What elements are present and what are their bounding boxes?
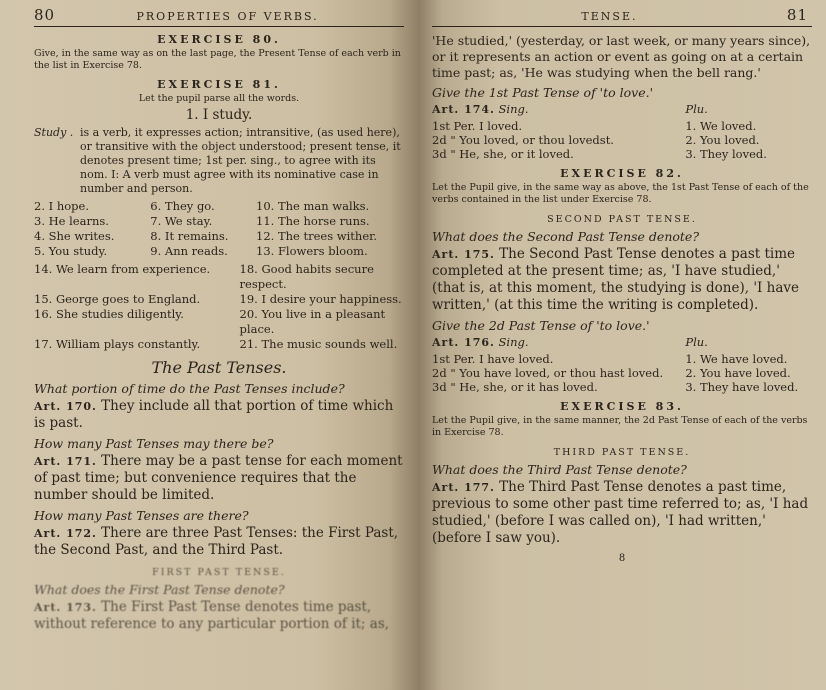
exercise-81-example: 1. I study.	[185, 107, 253, 123]
article-173	[34, 599, 404, 633]
question-1: What portion of time do the Past Tenses include?	[34, 381, 345, 396]
past-tenses-title: The Past Tenses.	[151, 358, 287, 377]
conjugation-cell: 3. They have loved.	[685, 380, 799, 394]
sentence: 13. Flowers bloom.	[256, 244, 368, 258]
article-171-text: There may be a past tense for each moment of past time; but convenience requires that the number should be limited.	[34, 453, 403, 503]
left-head-title: PROPERTIES OF VERBS.	[136, 10, 319, 23]
article-171	[34, 453, 404, 504]
sentence: 8. It remains.	[150, 229, 229, 243]
article-173-text: The First Past Tense denotes time past, without reference to any particular portion of it; as,	[34, 599, 390, 632]
left-running-head	[34, 6, 404, 27]
plural-label: Plu.	[685, 102, 708, 116]
conjugation-cell: 2d " You loved, or thou lovedst.	[432, 133, 614, 147]
article-170	[34, 398, 404, 432]
article-170-label: Art. 170.	[34, 400, 97, 413]
article-175-label: Art. 175.	[432, 248, 495, 261]
exercise-82-title: EXERCISE 82.	[560, 167, 684, 180]
article-177-label: Art. 177.	[432, 481, 495, 494]
article-172	[34, 525, 404, 559]
first-past-heading: FIRST PAST TENSE.	[152, 567, 286, 578]
exercise-83-text: Let the Pupil give, in the same manner, the 2d Past Tense of each of the verbs in Exercise 78.	[432, 415, 808, 438]
sentence: 11. The horse runs.	[256, 214, 370, 228]
conjugation-table-1	[432, 119, 812, 161]
sentence: 12. The trees wither.	[256, 229, 378, 243]
sentence: 9. Ann reads.	[150, 244, 228, 258]
article-176-label: Art. 176.	[432, 336, 495, 349]
sentence: 5. You study.	[34, 244, 108, 258]
plural-label: Plu.	[685, 335, 708, 349]
conjugation-header-174	[432, 102, 812, 117]
question-6: What does the Third Past Tense denote?	[432, 462, 687, 477]
article-177-text: The Third Past Tense denotes a past time, previous to some other past time referred to; as, 'I had studied,' (before I was called on), 'I had written,' (before I saw you).	[432, 479, 809, 546]
sentence: 20. You live in a pleasant place.	[239, 307, 386, 336]
article-170-text: They include all that portion of time which is past.	[34, 398, 394, 431]
exercise-81-title: EXERCISE 81.	[157, 78, 281, 91]
parse-example	[34, 126, 404, 196]
second-past-heading: SECOND PAST TENSE.	[547, 214, 697, 225]
sentence: 19. I desire your happiness.	[239, 292, 402, 306]
sentence: 2. I hope.	[34, 199, 89, 213]
parse-word: Study .	[34, 126, 74, 139]
third-past-heading: THIRD PAST TENSE.	[553, 447, 691, 458]
right-running-head	[432, 6, 812, 27]
sentence: 6. They go.	[150, 199, 215, 213]
sentence: 7. We stay.	[150, 214, 213, 228]
conjugation-cell: 3d " He, she, or it loved.	[432, 147, 574, 161]
exercise-80-text: Give, in the same way as on the last page, the Present Tense of each verb in the list in Exercise 78.	[34, 48, 401, 71]
question-4: What does the First Past Tense denote?	[34, 582, 285, 597]
conjugation-cell: 1st Per. I have loved.	[432, 352, 554, 366]
exercise-81-text: Let the pupil parse all the words.	[138, 93, 300, 104]
left-page-number: 80	[34, 6, 56, 24]
sentence: 15. George goes to England.	[34, 292, 201, 306]
sentence: 17. William plays constantly.	[34, 337, 201, 351]
sentence: 16. She studies diligently.	[34, 307, 184, 321]
sentence-grid	[34, 199, 404, 259]
conjugation-cell: 3d " He, she, or it has loved.	[432, 380, 598, 394]
sentence: 3. He learns.	[34, 214, 109, 228]
singular-label: Sing.	[498, 102, 529, 116]
article-177	[432, 479, 812, 547]
sentence-grid-2	[34, 262, 404, 352]
signature-mark: 8	[618, 553, 626, 564]
right-page	[418, 0, 826, 690]
continued-text: 'He studied,' (yesterday, or last week, or many years since), or it represents an action or event as going on at a certain time past; as, 'He was studying when the bell rang.'	[432, 33, 811, 80]
question-2: How many Past Tenses may there be?	[34, 436, 274, 451]
conjugation-header-176	[432, 335, 812, 350]
question-3: How many Past Tenses are there?	[34, 508, 249, 523]
sentence: 14. We learn from experience.	[34, 262, 211, 276]
article-175-text: The Second Past Tense denotes a past time completed at the present time; as, 'I have studied,' (that is, at this moment, the studying is done), 'I have written,' (at this time the writing is completed).	[432, 246, 800, 313]
right-head-title: TENSE.	[581, 10, 638, 23]
sentence: 4. She writes.	[34, 229, 115, 243]
give-instruction-2: Give the 2d Past Tense of 'to love.'	[432, 318, 650, 333]
parse-text: is a verb, it expresses action; intransitive, (as used here), or transitive with the object understood; present tense, it denotes present time; 1st per. sing., to agree with its nom. I: A verb must agree with its nominative case in number and person.	[80, 126, 401, 195]
exercise-83-title: EXERCISE 83.	[560, 400, 684, 413]
sentence: 10. The man walks.	[256, 199, 370, 213]
article-175	[432, 246, 812, 314]
conjugation-cell: 2. You loved.	[685, 133, 760, 147]
conjugation-cell: 2d " You have loved, or thou hast loved.	[432, 366, 664, 380]
article-172-label: Art. 172.	[34, 527, 97, 540]
article-173-label: Art. 173.	[34, 601, 97, 614]
give-instruction-1: Give the 1st Past Tense of 'to love.'	[432, 85, 654, 100]
article-171-label: Art. 171.	[34, 455, 97, 468]
exercise-80-title: EXERCISE 80.	[157, 33, 281, 46]
singular-label: Sing.	[498, 335, 529, 349]
question-5: What does the Second Past Tense denote?	[432, 229, 700, 244]
sentence: 21. The music sounds well.	[239, 337, 398, 351]
conjugation-cell: 1st Per. I loved.	[432, 119, 523, 133]
right-page-number: 81	[786, 6, 808, 24]
conjugation-cell: 1. We loved.	[685, 119, 757, 133]
conjugation-table-2	[432, 352, 812, 394]
conjugation-cell: 2. You have loved.	[685, 366, 791, 380]
article-174-label: Art. 174.	[432, 103, 495, 116]
conjugation-cell: 3. They loved.	[685, 147, 767, 161]
sentence: 18. Good habits secure respect.	[239, 262, 374, 291]
article-172-text: There are three Past Tenses: the First Past, the Second Past, and the Third Past.	[34, 525, 399, 558]
exercise-82-text: Let the Pupil give, in the same way as above, the 1st Past Tense of each of the verbs contained in the list under Exercise 78.	[432, 182, 809, 205]
conjugation-cell: 1. We have loved.	[685, 352, 788, 366]
